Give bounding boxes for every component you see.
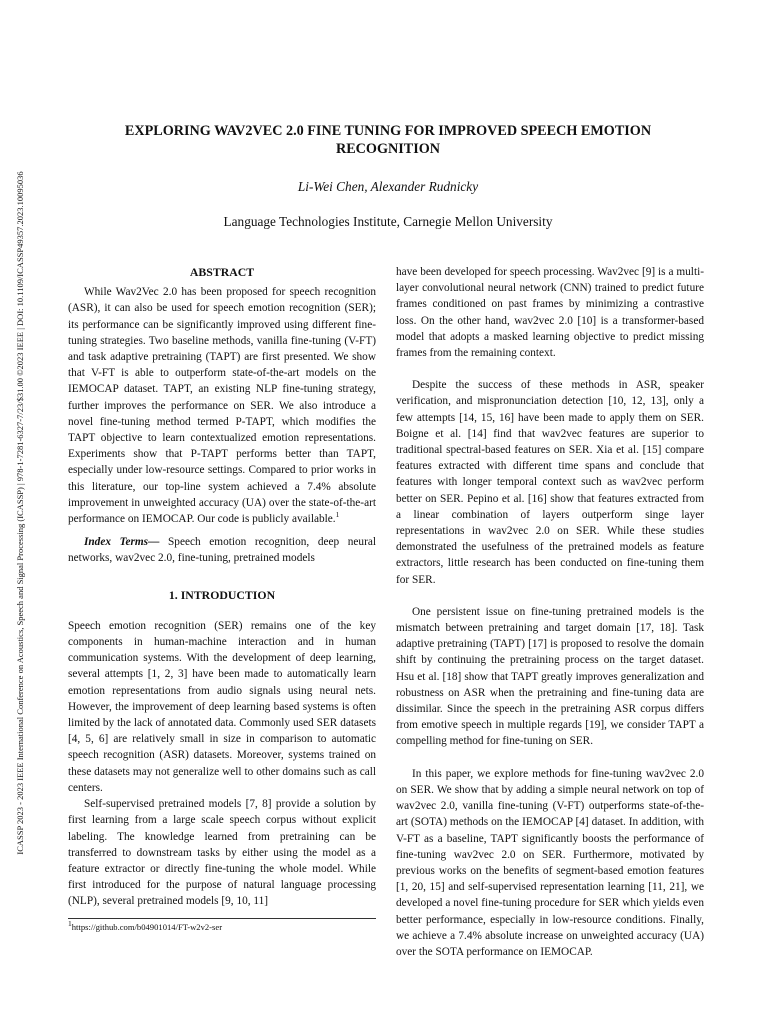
right-paragraph-1: have been developed for speech processing. Wav2vec [9] is a multi-layer convolutional neural network (CNN) trained to predict future frames conditioned on past frames by minimizing a contrastive loss. On the other hand, wav2vec 2.0 [10] is a transformer-based model that adopts a masked learning objective to predict missing frames from the remaining context. <box>396 266 704 360</box>
sidebar-citation-text: ICASSP 2023 - 2023 IEEE International Conference on Acoustics, Speech and Signal Processing (ICASSP) | 978-1-7281-6327-7/23/$31.00 ©2023 IEEE | DOI: 10.1109/ICASSP49357.2023.10095036 <box>15 171 25 855</box>
right-paragraph-4: In this paper, we explore methods for fine-tuning wav2vec 2.0 on SER. We show that by adding a simple neural network on top of wav2vec 2.0, vanilla fine-tuning (V-FT) outperforms state-of-the-art (SOTA) methods on the IEMOCAP [4] dataset. In addition, with V-FT as a baseline, TAPT significantly boosts the performance of fine-tuning wav2vec 2.0 on SER. Furthermore, motivated by previous works on the benefits of segment-based emotion features [1, 20, 15] and self-supervised representation learning [11, 21], we developed a novel fine-tuning procedure for SER which yields even better performance, especially in low-resource conditions. Finally, we achieve a 7.4% absolute increase on unweighted accuracy (UA) over the SOTA performance on IEMOCAP. <box>396 767 704 958</box>
footnote-marker: 1 <box>68 919 72 929</box>
right-column <box>396 264 704 960</box>
paper-title <box>68 122 708 158</box>
abstract-paragraph <box>68 284 376 527</box>
conference-sidebar <box>13 96 27 930</box>
footnote <box>68 918 376 933</box>
paper-authors: Li-Wei Chen, Alexander Rudnicky <box>297 179 479 194</box>
footnote-url: https://github.com/b04901014/FT-w2v2-ser <box>71 922 223 932</box>
right-paragraph-3: One persistent issue on fine-tuning pretrained models is the mismatch between pretraining and target domain [17, 18]. Task adaptive pretraining (TAPT) [17] is proposed to resolve the domain shift by continuing the pretraining process on the target dataset. Hsu et al. [18] show that TAPT greatly improves generalization and robustness on ASR when the pretraining and fine-tuning data are dissimilar. Since the speech in the pretraining ASR corpus differs from emotive speech in multiple regards [19], we consider TAPT a compelling method for fine-tuning on SER. <box>396 605 704 748</box>
intro-paragraph-1: Speech emotion recognition (SER) remains one of the key components in human-machine interaction and in human communication systems. With the development of deep learning, several attempts [1, 2, 3] have been made to automatically learn emotion representations from audio signals using neural nets. However, the improvement of deep learning based systems is often limited by the lack of annotated data. Commonly used SER datasets [4, 5, 6] are relatively small in size in comparison to automatic speech recognition (ASR) datasets. Moreover, systems trained on these datasets may not generalize well to other domains such as call centers. <box>68 619 376 794</box>
paper-title-line-1: EXPLORING WAV2VEC 2.0 FINE TUNING FOR IMPROVED SPEECH EMOTION <box>124 123 652 139</box>
abstract-heading: ABSTRACT <box>189 265 255 279</box>
paper-title-line-2: RECOGNITION <box>335 141 441 157</box>
index-terms-text: Speech emotion recognition, deep neural networks, wav2vec 2.0, fine-tuning, pretrained models <box>68 536 376 565</box>
abstract-text: While Wav2Vec 2.0 has been proposed for speech recognition (ASR), it can also be used for speech emotion recognition (SER); its performance can be significantly improved using different fine-tuning strategies. Two baseline methods, vanilla fine-tuning (V-FT) and task adaptive pretraining (TAPT) are first presented. We show that V-FT is able to outperform state-of-the-art models on the IEMOCAP dataset. TAPT, an existing NLP fine-tuning strategy, further improves the performance on SER. We also introduce a novel fine-tuning method termed P-TAPT, which modifies the TAPT objective to learn contextualized emotion representations. Experiments show that P-TAPT performs better than TAPT, especially under low-resource settings. Compared to prior works in this literature, our top-line system achieved a 7.4% absolute improvement in unweighted accuracy (UA) over the state-of-the-art performance on IEMOCAP. Our code is publicly available. <box>68 286 376 526</box>
index-terms-label: Index Terms— <box>84 536 160 549</box>
intro-paragraph-2: Self-supervised pretrained models [7, 8] provide a solution by first learning from a large scale speech corpus without explicit labeling. The knowledge learned from pretraining can be transferred to downstream tasks by either using the model as a feature extractor or directly fine-tuning the whole model. While first introduced for the purpose of natural language processing (NLP), several pretrained models [9, 10, 11] <box>68 798 376 908</box>
introduction-heading: 1. INTRODUCTION <box>168 587 276 602</box>
index-terms <box>68 534 376 566</box>
right-paragraph-2: Despite the success of these methods in ASR, speaker verification, and mispronunciation detection [10, 12, 13], only a few attempts [14, 15, 16] have been made to apply them on SER. Boigne et al. [14] find that wav2vec features are superior to traditional spectral-based features on SER. Xia et al. [15] compare features extracted with different time spans and conclude that features with longer temporal context such as wav2vec perform better on SER. Pepino et al. [16] show that features extracted from a linear combination of layers outperform singe layer representations in wav2vec 2.0 on SER. While these studies demonstrated the usefulness of the pretrained models as feature extractors, little research has been conducted on fine-tuning them for SER. <box>396 379 704 586</box>
footnote-ref: 1 <box>335 510 340 520</box>
left-column <box>68 264 376 910</box>
paper-affiliation: Language Technologies Institute, Carnegie Mellon University <box>223 214 553 229</box>
